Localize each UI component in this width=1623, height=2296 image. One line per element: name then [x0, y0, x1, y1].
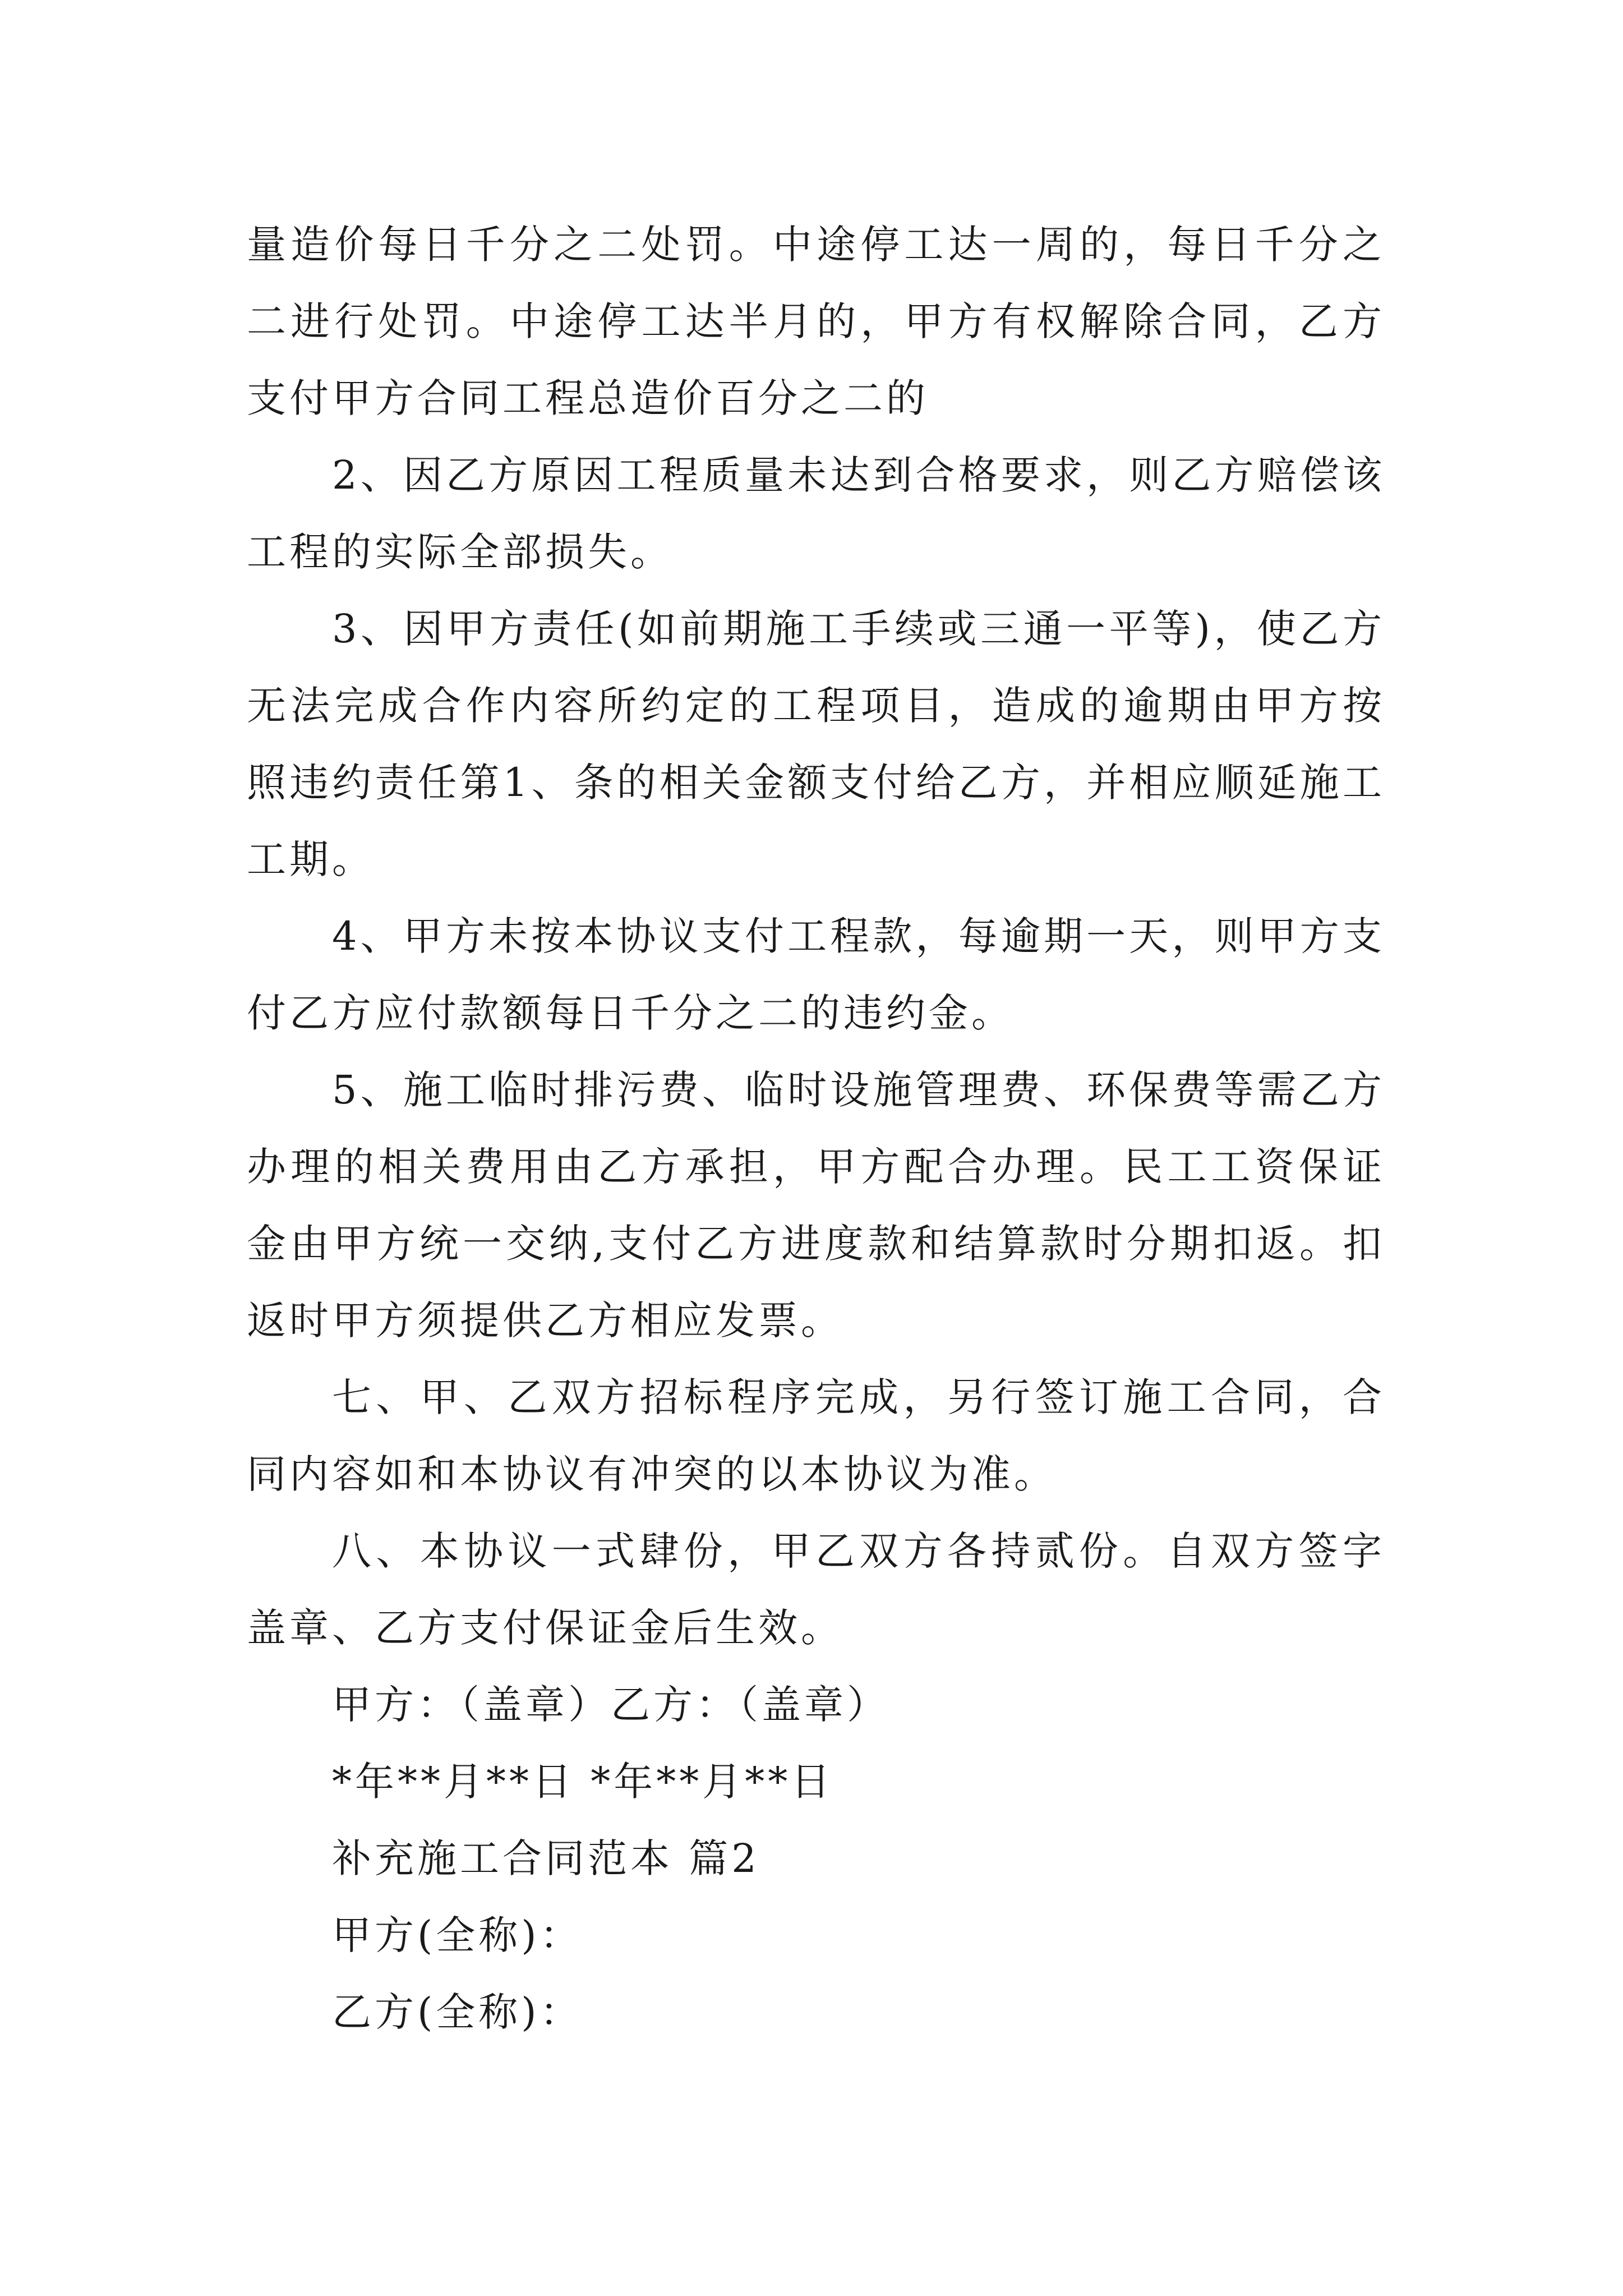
- document-body: [247, 206, 1385, 2051]
- date-line: *年**月**日 *年**月**日: [332, 1759, 834, 1805]
- paragraph-clause-5: 5、施工临时排污费、临时设施管理费、环保费等需乙方办理的相关费用由乙方承担，甲方配合办理。民工工资保证金由甲方统一交纳,支付乙方进度款和结算款时分期扣返。扣返时甲方须提供乙方相应发票。: [247, 1067, 1385, 1343]
- paragraph-article-8: 八、本协议一式肆份，甲乙双方各持贰份。自双方签字盖章、乙方支付保证金后生效。: [247, 1528, 1385, 1651]
- paragraph-clause-2: 2、因乙方原因工程质量未达到合格要求，则乙方赔偿该工程的实际全部损失。: [247, 452, 1385, 575]
- party-a-label: 甲方(全称)：: [332, 1912, 583, 1958]
- party-b-label: 乙方(全称)：: [332, 1989, 583, 2035]
- paragraph-clause-4: 4、甲方未按本协议支付工程款，每逾期一天，则甲方支付乙方应付款额每日千分之二的违约金。: [247, 913, 1385, 1036]
- paragraph-penalty-continued: 量造价每日千分之二处罚。中途停工达一周的，每日千分之二进行处罚。中途停工达半月的，甲方有权解除合同，乙方支付甲方合同工程总造价百分之二的: [247, 222, 1385, 421]
- paragraph-article-7: 七、甲、乙双方招标程序完成，另行签订施工合同，合同内容如和本协议有冲突的以本协议为准。: [247, 1374, 1385, 1497]
- signature-line: 甲方：（盖章）乙方：（盖章）: [332, 1682, 889, 1728]
- paragraph-clause-3: 3、因甲方责任(如前期施工手续或三通一平等)，使乙方无法完成合作内容所约定的工程项目，造成的逾期由甲方按照违约责任第1、条的相关金额支付给乙方，并相应顺延施工工期。: [247, 606, 1385, 882]
- section-title: 补充施工合同范本 篇2: [332, 1835, 760, 1881]
